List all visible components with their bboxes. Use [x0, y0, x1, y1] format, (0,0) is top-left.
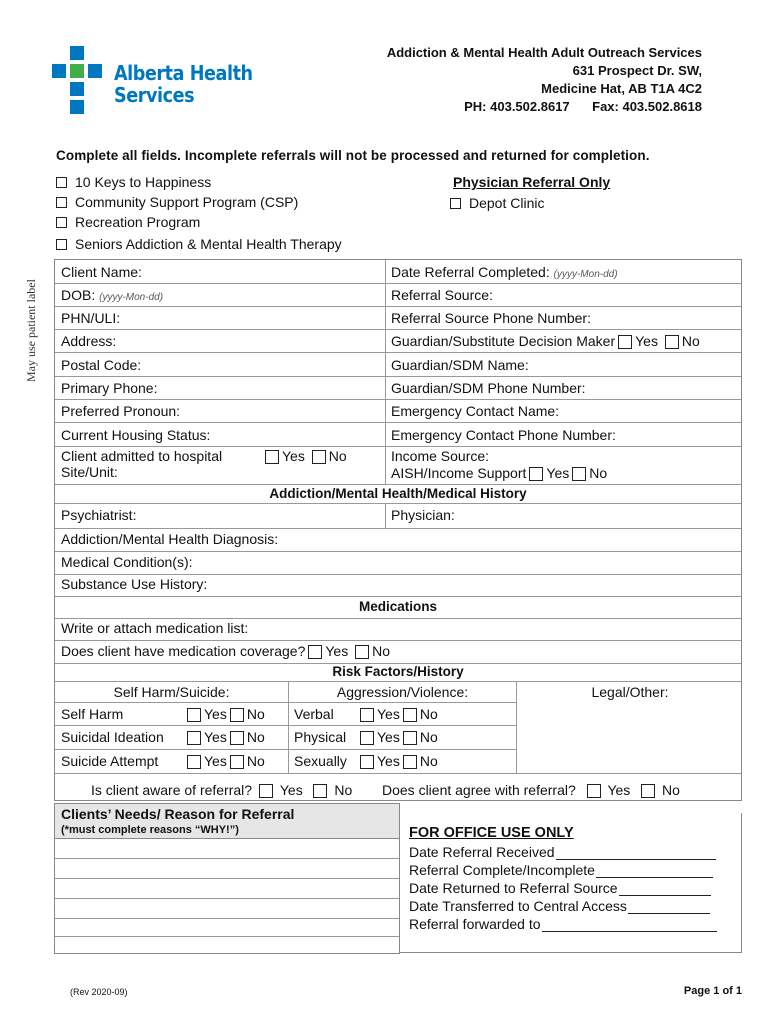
- yes-label: Yes: [204, 753, 227, 769]
- checkbox-yes[interactable]: [187, 731, 201, 745]
- complete-incomplete-label: Referral Complete/Incomplete: [409, 862, 595, 878]
- no-label: No: [246, 753, 265, 769]
- guardian-name-label: Guardian/SDM Name:: [391, 357, 529, 373]
- program-label: Community Support Program (CSP): [75, 194, 299, 210]
- instructions: Complete all fields. Incomplete referrals will not be processed and returned for completion.: [56, 148, 650, 163]
- history-section-title: Addiction/Mental Health/Medical History: [269, 486, 527, 501]
- awareness-field: [91, 782, 352, 798]
- checkbox-no[interactable]: [572, 467, 586, 481]
- yes-label: Yes: [282, 448, 305, 464]
- aish-field: [391, 465, 607, 482]
- physician-label: Physician:: [391, 507, 455, 523]
- complete-incomplete-line[interactable]: [409, 862, 713, 878]
- referral-forwarded-label: Referral forwarded to: [409, 916, 541, 932]
- no-label: No: [661, 782, 680, 798]
- no-label: No: [334, 782, 353, 798]
- no-label: No: [328, 448, 347, 464]
- checkbox[interactable]: [56, 239, 67, 250]
- diagnosis-label: Addiction/Mental Health Diagnosis:: [61, 531, 279, 547]
- medical-conditions-label: Medical Condition(s):: [61, 554, 193, 570]
- checkbox-yes[interactable]: [587, 784, 601, 798]
- emergency-name-label: Emergency Contact Name:: [391, 403, 560, 419]
- client-name-label: Client Name:: [61, 264, 142, 280]
- checkbox-yes[interactable]: [187, 708, 201, 722]
- psychiatrist-label: Psychiatrist:: [61, 507, 137, 523]
- phn-label: PHN/ULI:: [61, 310, 121, 326]
- checkbox-no[interactable]: [313, 784, 327, 798]
- sexually-label: Sexually: [294, 753, 347, 769]
- hospital-yes-no: [262, 448, 347, 464]
- date-received-label: Date Referral Received: [409, 844, 555, 860]
- site-unit-label: Site/Unit:: [61, 464, 118, 480]
- service-address: [387, 44, 702, 116]
- checkbox-yes[interactable]: [529, 467, 543, 481]
- checkbox[interactable]: [56, 177, 67, 188]
- yes-label: Yes: [377, 706, 400, 722]
- patient-label-note: May use patient label: [24, 279, 38, 382]
- medication-coverage-field: [61, 643, 390, 659]
- yes-label: Yes: [279, 782, 303, 798]
- referral-form-table: [54, 259, 742, 801]
- yes-label: Yes: [204, 729, 227, 745]
- dob-label: DOB:: [61, 287, 96, 303]
- date-transferred-label: Date Transferred to Central Access: [409, 898, 627, 914]
- attempt-yes-no: [184, 753, 265, 769]
- physical-label: Physical: [294, 729, 347, 745]
- no-label: No: [419, 753, 438, 769]
- no-label: No: [681, 333, 700, 349]
- yes-label: Yes: [204, 706, 227, 722]
- guardian-decision-field: [391, 333, 700, 349]
- program-label: Seniors Addiction & Mental Health Therapy: [75, 236, 342, 252]
- client-needs-header: [55, 804, 399, 839]
- program-option[interactable]: [56, 214, 200, 230]
- agreement-field: [382, 782, 680, 798]
- checkbox-no[interactable]: [230, 731, 244, 745]
- aware-label: Is client aware of referral?: [91, 782, 253, 798]
- yes-label: Yes: [546, 465, 570, 481]
- checkbox-no[interactable]: [403, 755, 417, 769]
- agree-label: Does client agree with referral?: [382, 782, 576, 798]
- checkbox-no[interactable]: [230, 755, 244, 769]
- checkbox-yes[interactable]: [265, 450, 279, 464]
- yes-label: Yes: [377, 753, 400, 769]
- client-needs-title: Clients’ Needs/ Reason for Referral: [61, 806, 295, 822]
- checkbox-yes[interactable]: [618, 335, 632, 349]
- date-transferred-line[interactable]: [409, 898, 710, 914]
- aish-label: AISH/Income Support: [391, 465, 527, 481]
- city-address: Medicine Hat, AB T1A 4C2: [541, 81, 702, 96]
- legal-column-header: Legal/Other:: [591, 684, 669, 700]
- checkbox-yes[interactable]: [360, 755, 374, 769]
- checkbox[interactable]: [56, 197, 67, 208]
- program-option[interactable]: [56, 174, 211, 190]
- yes-label: Yes: [377, 729, 400, 745]
- preferred-pronoun-label: Preferred Pronoun:: [61, 403, 181, 419]
- verbal-label: Verbal: [294, 706, 334, 722]
- page-number: Page 1 of 1: [683, 985, 742, 997]
- no-label: No: [419, 706, 438, 722]
- self-harm-yes-no: [184, 706, 265, 722]
- housing-status-label: Current Housing Status:: [61, 427, 211, 443]
- checkbox[interactable]: [56, 217, 67, 228]
- fax-number: Fax: 403.502.8618: [592, 99, 702, 114]
- income-field: [391, 448, 607, 482]
- hospital-admission-field: [61, 448, 222, 480]
- service-name: Addiction & Mental Health Adult Outreach Services: [386, 45, 702, 60]
- dob-field: [61, 287, 163, 303]
- checkbox-no[interactable]: [665, 335, 679, 349]
- medication-coverage-label: Does client have medication coverage?: [61, 643, 306, 659]
- checkbox-yes[interactable]: [259, 784, 273, 798]
- guardian-decision-label: Guardian/Substitute Decision Maker: [391, 333, 616, 349]
- street-address: 631 Prospect Dr. SW,: [572, 63, 702, 78]
- postal-code-label: Postal Code:: [61, 357, 142, 373]
- date-completed-label: Date Referral Completed:: [391, 264, 550, 280]
- client-needs-box: [54, 803, 400, 954]
- referral-forwarded-line[interactable]: [409, 916, 717, 932]
- client-needs-subtitle: (*must complete reasons “WHY!”): [61, 824, 239, 836]
- phone-number: PH: 403.502.8617: [464, 99, 570, 114]
- no-label: No: [372, 643, 391, 659]
- checkbox-yes[interactable]: [187, 755, 201, 769]
- logo-line1: Alberta Health: [114, 61, 253, 85]
- dob-hint: (yyyy-Mon-dd): [99, 292, 164, 303]
- checkbox-no[interactable]: [403, 731, 417, 745]
- logo-text: [114, 62, 253, 106]
- aggression-column-header: Aggression/Violence:: [336, 684, 469, 700]
- no-label: No: [589, 465, 608, 481]
- hospital-admitted-label: Client admitted to hospital: [61, 448, 223, 464]
- verbal-yes-no: [357, 706, 438, 722]
- program-label: Recreation Program: [75, 214, 201, 230]
- self-harm-label: Self Harm: [61, 706, 124, 722]
- date-returned-label: Date Returned to Referral Source: [409, 880, 618, 896]
- checkbox-yes[interactable]: [308, 645, 322, 659]
- physician-referral-title: Physician Referral Only: [453, 174, 611, 190]
- office-use-title: FOR OFFICE USE ONLY: [409, 825, 574, 841]
- checkbox-no[interactable]: [641, 784, 655, 798]
- medication-list-label: Write or attach medication list:: [61, 620, 249, 636]
- emergency-phone-label: Emergency Contact Phone Number:: [391, 427, 616, 443]
- address-label: Address:: [61, 333, 117, 349]
- ideation-yes-no: [184, 729, 265, 745]
- date-hint: (yyyy-Mon-dd): [553, 269, 618, 280]
- referral-source-phone-label: Referral Source Phone Number:: [391, 310, 591, 326]
- checkbox-yes[interactable]: [360, 708, 374, 722]
- program-label: 10 Keys to Happiness: [75, 174, 212, 190]
- checkbox-yes[interactable]: [360, 731, 374, 745]
- substance-use-label: Substance Use History:: [61, 576, 208, 592]
- self-harm-column-header: Self Harm/Suicide:: [113, 684, 230, 700]
- checkbox-no[interactable]: [312, 450, 326, 464]
- logo-line2: Services: [114, 83, 195, 107]
- checkbox-no[interactable]: [230, 708, 244, 722]
- guardian-phone-label: Guardian/SDM Phone Number:: [391, 380, 586, 396]
- yes-label: Yes: [635, 333, 658, 349]
- suicidal-ideation-label: Suicidal Ideation: [61, 729, 164, 745]
- revision-note: (Rev 2020-09): [70, 987, 128, 997]
- income-source-label: Income Source:: [391, 448, 490, 464]
- date-received-line[interactable]: [409, 844, 716, 860]
- office-use-box: [400, 813, 742, 953]
- medications-section-title: Medications: [358, 599, 437, 614]
- referral-source-label: Referral Source:: [391, 287, 493, 303]
- no-label: No: [246, 729, 265, 745]
- risk-section-title: Risk Factors/History: [332, 664, 464, 679]
- checkbox-no[interactable]: [403, 708, 417, 722]
- yes-label: Yes: [325, 643, 349, 659]
- depot-clinic-label: Depot Clinic: [469, 195, 545, 211]
- physical-yes-no: [357, 729, 438, 745]
- date-completed-field: [391, 264, 618, 280]
- suicide-attempt-label: Suicide Attempt: [61, 753, 159, 769]
- yes-label: Yes: [607, 782, 631, 798]
- no-label: No: [246, 706, 265, 722]
- no-label: No: [419, 729, 438, 745]
- date-returned-line[interactable]: [409, 880, 711, 896]
- program-option[interactable]: [56, 194, 298, 210]
- checkbox[interactable]: [450, 198, 461, 209]
- sexually-yes-no: [357, 753, 438, 769]
- checkbox-no[interactable]: [355, 645, 369, 659]
- primary-phone-label: Primary Phone:: [61, 380, 158, 396]
- depot-clinic-option[interactable]: [450, 195, 544, 211]
- program-option[interactable]: [56, 236, 342, 252]
